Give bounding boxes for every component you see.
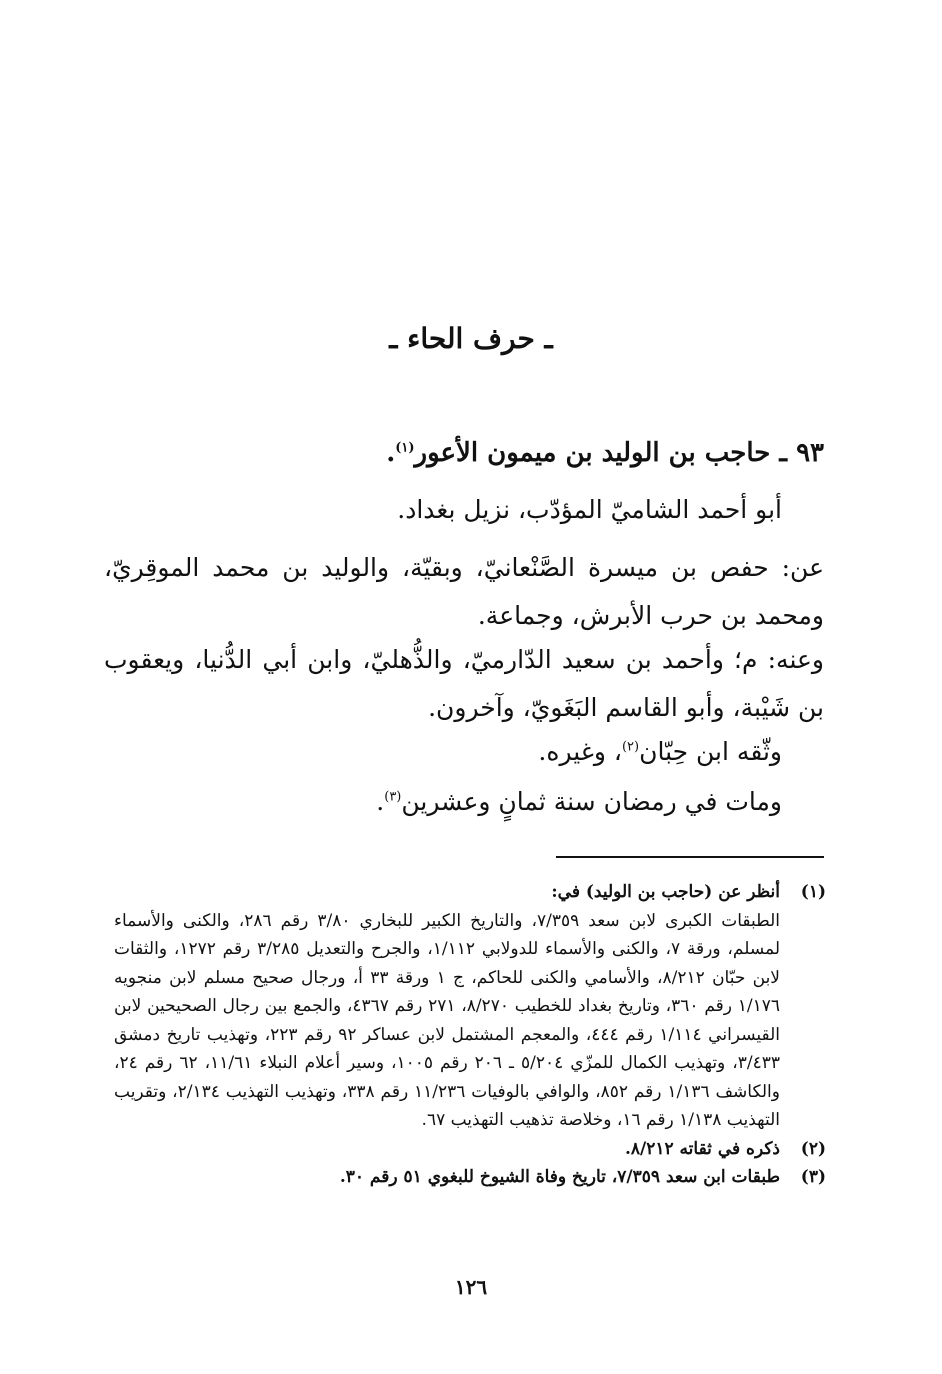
footnote-ref-2[interactable]: (٢)	[621, 739, 640, 755]
footnote-2	[114, 1135, 826, 1164]
entry-heading-end: .	[386, 438, 396, 468]
entry-heading-text: ٩٣ ـ حاجب بن الوليد بن ميمون الأعور	[414, 438, 824, 468]
chapter-title: ـ حرف الحاء ـ	[389, 322, 553, 355]
footnote-number: (٢)	[800, 1138, 826, 1159]
footnote-number: (٣)	[800, 1167, 826, 1187]
entry-heading	[104, 438, 824, 468]
footnote-ref-1[interactable]: (١)	[395, 440, 415, 456]
entry-death	[62, 778, 824, 826]
footnote-text: طبقات ابن سعد ٧/٣٥٩، تاريخ وفاة الشيوخ للبغوي ٥١ رقم ٣٠.	[339, 1167, 780, 1187]
footnotes	[114, 878, 826, 1192]
footnote-number: (١)	[800, 882, 826, 902]
entry-narrators: وعنه: م؛ وأحمد بن سعيد الدّارميّ، والذُّهليّ، وابن أبي الدُّنيا، ويعقوب بن شَيْبة، وأبو القاسم البَغَويّ، وآخرون.	[104, 645, 824, 722]
entry-death-end: .	[376, 787, 385, 816]
entry-trust	[62, 728, 824, 776]
footnote-3	[114, 1163, 826, 1192]
footnote-heading: أنظر عن (حاجب بن الوليد) في:	[551, 882, 780, 902]
footnote-text: ذكره في ثقاته ٨/٢١٢.	[624, 1138, 780, 1159]
footnote-1	[114, 878, 826, 1135]
entry-from: عن: حفص بن ميسرة الصَّنْعانيّ، وبقيّة، والوليد بن محمد الموقِريّ، ومحمد بن حرب الأبرش، وجماعة.	[104, 553, 824, 630]
entry-trust-text: وثّقه ابن حِبّان	[639, 737, 782, 766]
entry-kunya: أبو أحمد الشاميّ المؤدّب، نزيل بغداد.	[397, 495, 782, 524]
page-number: ١٢٦	[454, 1275, 488, 1299]
entry-death-text: ومات في رمضان سنة ثمانٍ وعشرين	[401, 787, 782, 816]
footnote-ref-3[interactable]: (٣)	[384, 789, 402, 805]
footnote-divider	[556, 856, 824, 858]
entry-trust-rest: ، وغيره.	[538, 737, 622, 766]
footnote-text: الطبقات الكبرى لابن سعد ٧/٣٥٩، والتاريخ الكبير للبخاري ٣/٨٠ رقم ٢٨٦، والكنى والأسماء لمسلم، ورقة ٧، والكنى والأسماء للدولابي ١/١١٢، والجرح والتعديل ٣/٢٨٥ رقم ١٢٧٢، والثقات لابن حبّان ٨/٢١٢، والأسامي والكنى للحاكم، ج ١ ورقة ٣٣ أ، ورجال صحيح مسلم لابن منجويه ١/١٧٦ رقم ٣٦٠، وتاريخ بغداد للخطيب ٨/٢٧٠، ٢٧١ رقم ٤٣٦٧، والجمع بين رجال الصحيحين لابن القيسراني ١/١١٤ رقم ٤٤٤، والمعجم المشتمل لابن عساكر ٩٢ رقم ٢٢٣، وتهذيب تاريخ دمشق ٣/٤٣٣، وتهذيب الكمال للمزّي ٥/٢٠٤ ـ ٢٠٦ رقم ١٠٠٥، وسير أعلام النبلاء ١١/٦١، ٦٢ رقم ٢٤، والكاشف ١/١٣٦ رقم ٨٥٢، والوافي بالوفيات ١١/٢٣٦ رقم ٣٣٨، وتهذيب التهذيب ٢/١٣٤، وتقريب التهذيب ١/١٣٨ رقم ١٦، وخلاصة تذهيب التهذيب ٦٧.	[114, 910, 781, 1130]
